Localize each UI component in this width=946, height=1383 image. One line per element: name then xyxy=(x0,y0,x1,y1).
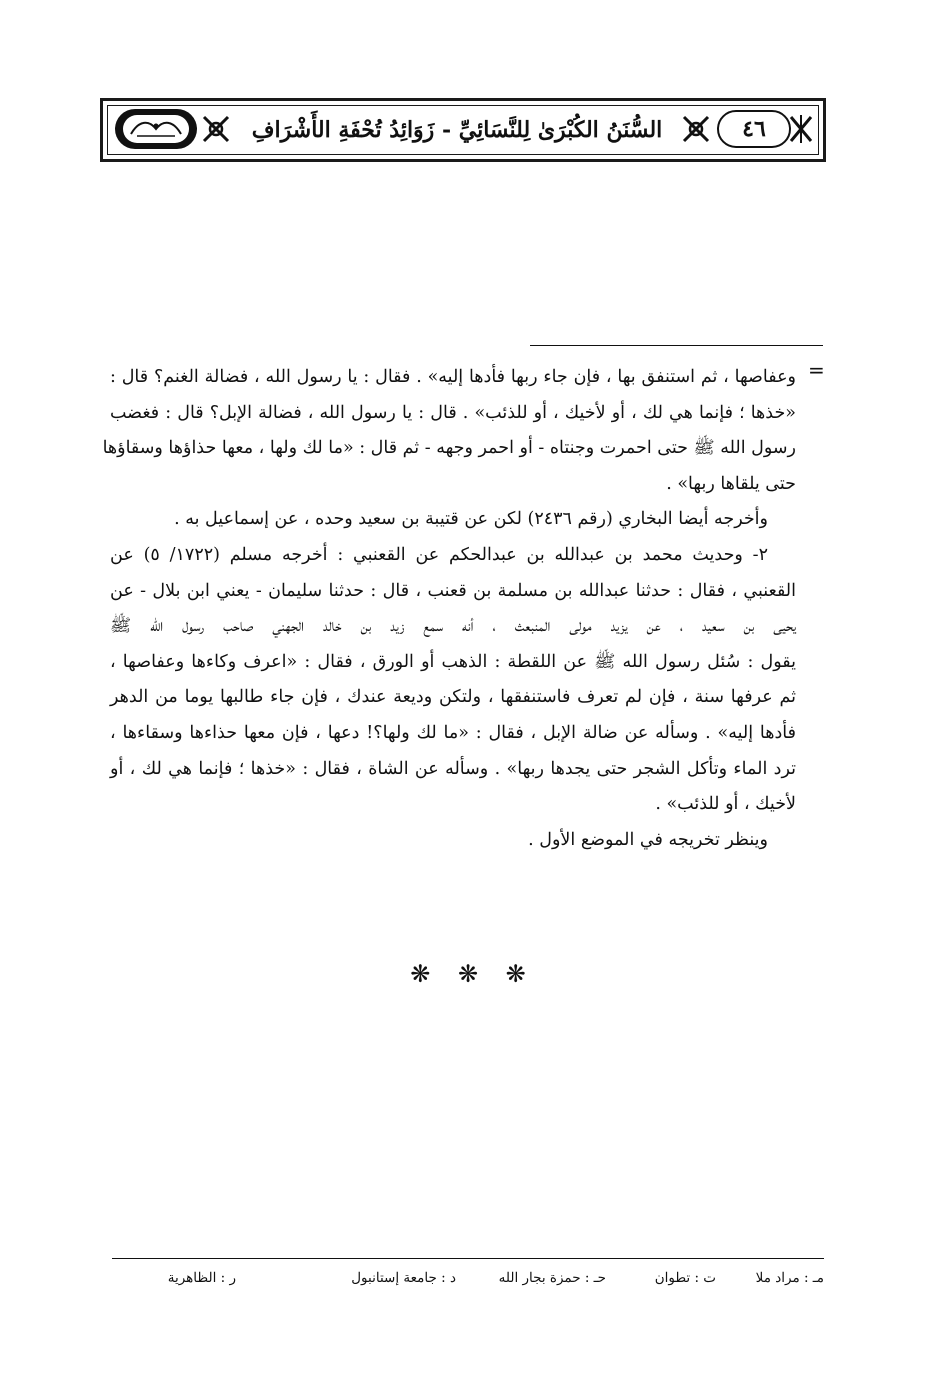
knot-ornament-icon xyxy=(681,113,711,145)
footnote-line: وعفاصها ، ثم استنفق بها ، فإن جاء ربها فأدها إليه» . فقال : يا رسول الله ، فضالة الغنم؟ قال : xyxy=(110,367,796,387)
manuscript-siglum: مـ : مراد ملا xyxy=(755,1270,824,1286)
footnote-line: ٢- وحديث محمد بن عبدالله بن عبدالحكم عن القعنبي : أخرجه مسلم (١٧٢٢/ ٥) عن xyxy=(110,544,769,565)
footnote-continuation-mark: = xyxy=(808,358,825,382)
page-number: ٤٦ xyxy=(742,116,766,142)
footnote-line: رسول الله ﷺ حتى احمرت وجنتاه - أو احمر وجهه - ثم قال : «ما لك ولها ، معها حذاؤها وسقاؤها xyxy=(102,438,796,459)
footnote-separator-rule xyxy=(530,345,823,346)
footnote-line: يقول : سُئل رسول الله ﷺ عن اللقطة : الذهب أو الورق ، فقال : «اعرف وكاءها وعفاصها ، xyxy=(110,651,796,672)
corner-ornament-icon xyxy=(789,113,813,145)
manuscript-siglum: ر : الظاهرية xyxy=(167,1270,236,1286)
footnote-line: ترد الماء وتأكل الشجر حتى يجدها ربها» . وسأله عن الشاة ، فقال : «خذها ؛ فإنما هي لك ، أو xyxy=(110,758,796,779)
footnote-line: «خذها ؛ فإنما هي لك ، أو لأخيك ، أو للذئب» . قال : يا رسول الله ، فضالة الإبل؟ قال : فغضب xyxy=(110,402,796,423)
running-title: السُّنَنُ الكُبْرَىٰ لِلنَّسَائِيِّ - زَوَائِدُ تُحْفَةِ الأَشْرَافِ xyxy=(251,117,663,143)
footnote-text xyxy=(102,360,796,858)
knot-ornament-icon xyxy=(201,113,231,145)
section-separator-stars: ❋ ❋ ❋ xyxy=(410,960,536,988)
footnote-line: فأدها إليه» . وسأله عن ضالة الإبل ، فقال : «ما لك ولها؟! دعها ، فإن معها حذاءها وسقاءها ، xyxy=(110,722,796,743)
footnote-line: لأخيك ، أو للذئب» . xyxy=(655,794,796,815)
page-header-banner xyxy=(100,98,826,162)
manuscript-sigla-footer xyxy=(112,1266,824,1290)
footer-rule xyxy=(112,1258,824,1259)
footnote-paragraph: وأخرجه أيضا البخاري (رقم ٢٤٣٦) لكن عن قتيبة بن سعيد وحده ، عن إسماعيل به . xyxy=(174,509,768,530)
book-logo xyxy=(115,109,197,149)
page-number-badge xyxy=(717,110,791,148)
footnote-paragraph: وينظر تخريجه في الموضع الأول . xyxy=(528,829,768,850)
footnote-line: القعنبي ، فقال : حدثنا عبدالله بن مسلمة بن قعنب ، قال : حدثنا سليمان - يعني ابن بلال - عن xyxy=(110,580,796,601)
book-logo-emblem-icon xyxy=(129,118,183,140)
manuscript-siglum: د : جامعة إستانبول xyxy=(351,1270,456,1286)
footnote-line: يحيى بن سعيد ، عن يزيد مولى المنبعث ، أنه سمع زيد بن خالد الجهني صاحب رسول الله ﷺ xyxy=(110,616,796,637)
footnote-line: ثم عرفها سنة ، فإن لم تعرف فاستنفقها ، ولتكن وديعة عندك ، فإن جاء طالبها يوما من الدهر xyxy=(110,687,796,708)
manuscript-siglum: حـ : حمزة بجار الله xyxy=(498,1270,606,1286)
footnote-line: حتى يلقاها ربها» . xyxy=(666,473,796,494)
manuscript-siglum: ت : تطوان xyxy=(654,1270,716,1286)
